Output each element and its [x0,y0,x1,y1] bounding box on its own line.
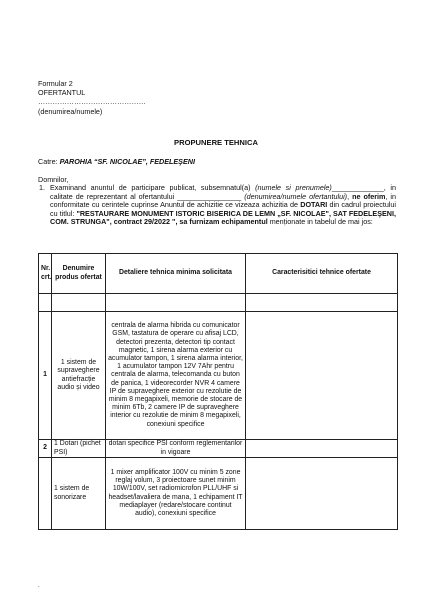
row-denumire: 1 sistem de supraveghere antiefracție audio și video [52,312,106,440]
table-row [39,458,398,530]
recipient-label: Catre: [38,157,60,166]
row-nr: 1 [39,312,52,440]
paragraph-text-1: Examinand anuntul de participare publicat, subsemnatul(a) [50,183,256,192]
offer-paragraph [39,183,397,227]
paragraph-text-6: menționate in tabelul de mai jos: [267,217,373,227]
paragraph-text-5: din cadrul proiectului cu titlul: [50,200,397,218]
spacer-cell [246,294,398,312]
row-caracteristici [246,312,398,440]
table-spacer-row [39,294,398,312]
row-denumire: 1 Dotari (pichet PSI) [52,440,106,458]
row-nr [39,458,52,530]
row-caracteristici [246,440,398,458]
row-caracteristici [246,458,398,530]
spacer-cell [106,294,246,312]
row-nr: 2 [39,440,52,458]
paragraph-bold-2: DOTARI [300,200,328,210]
header-nr: Nr. crt. [39,254,52,294]
header-denumire: Denumire produs ofertat [52,254,106,294]
recipient-name: PAROHIA “SF. NICOLAE”, FEDELEŞENI [59,157,195,166]
header-detaliere: Detaliere tehnica minima solicitata [106,254,246,294]
footer-mark: . [38,583,40,589]
bidder-label: OFERTANTUL [38,88,86,97]
header-caracteristici: Caracterisitici tehnice ofertate [246,254,398,294]
form-number: Formular 2 [38,79,73,88]
paragraph-bold-3: "RESTAURARE MONUMENT ISTORIC BISERICA DE LEMN „SF. NICOLAE", SAT FEDELEŞENI, COM. STRUNGA", contract 29/2022 ", sa furnizam echipamentul [50,208,396,227]
greeting: Domnilor, [38,175,69,184]
paragraph-text-2: _____________, in calitate de reprezentant al ofertantului ________________ [50,183,396,201]
paragraph-italic-2: (denumirea/numele ofertantului) [244,191,348,201]
table-row [39,440,398,458]
row-detaliere: 1 mixer amplificator 100V cu minim 5 zone reglaj volum, 3 proiectoare sunet minim 10W/100V, set radiomicrofon PLL/UHF si headset/lavaliera de mana, 1 echipament IT mediaplayer (redare/stocare continut audio), conexiuni specifice [106,458,246,530]
paragraph-text-3: , [347,191,353,201]
technical-table [38,253,398,530]
page-title: PROPUNERE TEHNICA [174,138,258,147]
row-detaliere: centrala de alarma hibrida cu comunicator GSM, tastatura de operare cu afisaj LCD, detectori prezenta, detectori tip contact magnetic, 1 sirena alarma exterior cu acumulator tampon, 1 sirena alarma interior, 1 acumulator tampon 12V 7Ahr pentru centrala de alarma, telecomanda cu buton de panica, 1 videorecorder NVR 4 camere IP de supraveghere exterior cu rezolutie de minim 8 megapixeli, memorie de stocare de minim 6Tb, 2 camere IP de supraveghere interior cu rezolutie de minim 8 megapixeli, conexiuni specifice [106,312,246,440]
spacer-cell [39,294,52,312]
spacer-cell [52,294,106,312]
paragraph-bold-1: ne oferim [352,191,386,201]
paragraph-italic-1: (numele si prenumele) [255,183,332,192]
recipient-line [38,157,195,166]
row-detaliere: dotari specifice PSI conform reglementarilor in vigoare [106,440,246,458]
paragraph-number: 1. [39,183,45,192]
bidder-name-hint: (denumirea/numele) [38,107,103,116]
table-row [39,312,398,440]
row-denumire: 1 sistem de sonorizare [52,458,106,530]
table-header-row [39,254,398,294]
bidder-name-blank: ……………………………………… [38,97,146,106]
paragraph-text-4: , in conformitate cu cerintele cuprinse Anuntul de achizitie ce vizeaza achizitia de [50,191,396,210]
